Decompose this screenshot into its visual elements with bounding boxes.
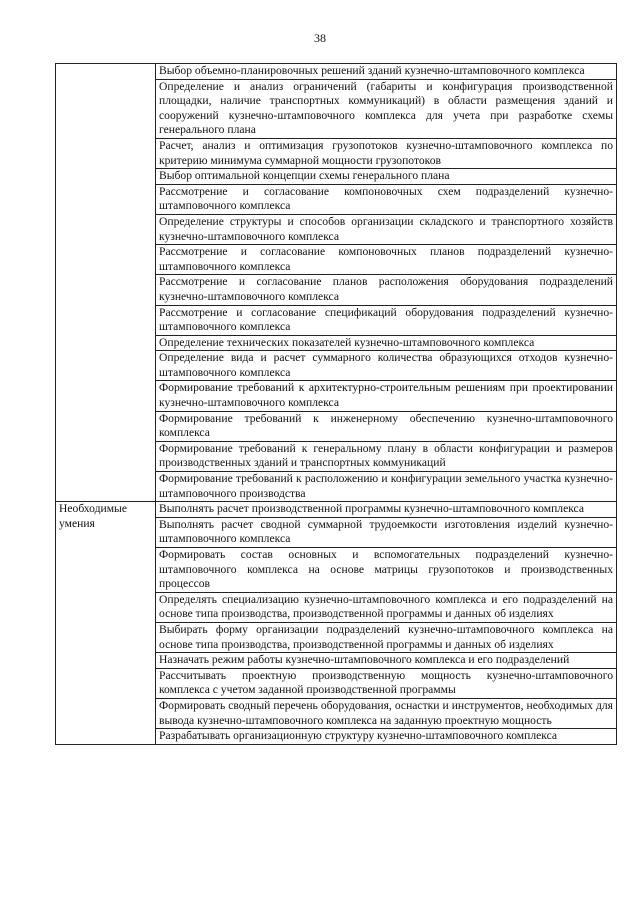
table-row	[56, 502, 617, 518]
table-row	[56, 64, 617, 80]
requirement-cell: Рассмотрение и согласование компоновочных планов подразделений кузнечно-штамповочного комплекса	[156, 245, 617, 275]
requirement-cell: Рассчитывать проектную производственную мощность кузнечно-штамповочного комплекса с учетом заданной производственной программы	[156, 668, 617, 698]
requirement-cell: Формирование требований к инженерному обеспечению кузнечно-штамповочного комплекса	[156, 411, 617, 441]
requirement-cell: Определение вида и расчет суммарного количества образующихся отходов кузнечно-штамповочного комплекса	[156, 351, 617, 381]
requirement-cell: Рассмотрение и согласование планов расположения оборудования подразделений кузнечно-штамповочного комплекса	[156, 275, 617, 305]
category-cell	[56, 64, 156, 502]
requirement-cell: Разрабатывать организационную структуру кузнечно-штамповочного комплекса	[156, 729, 617, 745]
requirement-cell: Выбор объемно-планировочных решений зданий кузнечно-штамповочного комплекса	[156, 64, 617, 80]
requirement-cell: Формировать состав основных и вспомогательных подразделений кузнечно-штамповочного комплекса на основе матрицы грузопотоков и производственных процессов	[156, 548, 617, 593]
requirement-cell: Выполнять расчет сводной суммарной трудоемкости изготовления изделий кузнечно-штамповочного комплекса	[156, 517, 617, 547]
requirement-cell: Формирование требований к генеральному плану в области конфигурации и размеров производственных зданий и транспортных коммуникаций	[156, 441, 617, 471]
requirements-table-body	[56, 64, 617, 745]
requirement-cell: Формировать сводный перечень оборудования, оснастки и инструментов, необходимых для вывода кузнечно-штамповочного комплекса на заданную проектную мощность	[156, 698, 617, 728]
requirement-cell: Определение структуры и способов организации складского и транспортного хозяйств кузнечно-штамповочного комплекса	[156, 214, 617, 244]
requirement-cell: Определение и анализ ограничений (габариты и конфигурация производственной площадки, наличие транспортных коммуникаций) в области размещения зданий и сооружений кузнечно-штамповочного комплекса для учета при разработке схемы генерального плана	[156, 79, 617, 138]
requirement-cell: Выбор оптимальной концепции схемы генерального плана	[156, 169, 617, 185]
requirement-cell: Формирование требований к архитектурно-строительным решениям при проектировании кузнечно-штамповочного комплекса	[156, 381, 617, 411]
requirement-cell: Расчет, анализ и оптимизация грузопотоков кузнечно-штамповочного комплекса по критерию минимума суммарной мощности грузопотоков	[156, 138, 617, 168]
requirement-cell: Определение технических показателей кузнечно-штамповочного комплекса	[156, 335, 617, 351]
requirement-cell: Назначать режим работы кузнечно-штамповочного комплекса и его подразделений	[156, 653, 617, 669]
requirement-cell: Рассмотрение и согласование спецификаций оборудования подразделений кузнечно-штамповочного комплекса	[156, 305, 617, 335]
requirement-cell: Рассмотрение и согласование компоновочных схем подразделений кузнечно-штамповочного комплекса	[156, 184, 617, 214]
requirement-cell: Формирование требований к расположению и конфигурации земельного участка кузнечно-штамповочного производства	[156, 472, 617, 502]
requirement-cell: Выбирать форму организации подразделений кузнечно-штамповочного комплекса на основе типа производства, производственной программы и данных об изделиях	[156, 622, 617, 652]
requirements-table	[55, 63, 617, 745]
requirement-cell: Выполнять расчет производственной программы кузнечно-штамповочного комплекса	[156, 502, 617, 518]
requirement-cell: Определять специализацию кузнечно-штамповочного комплекса и его подразделений на основе типа производства, производственной программы и данных об изделиях	[156, 592, 617, 622]
category-cell: Необходимые умения	[56, 502, 156, 745]
page-number: 38	[314, 31, 326, 45]
